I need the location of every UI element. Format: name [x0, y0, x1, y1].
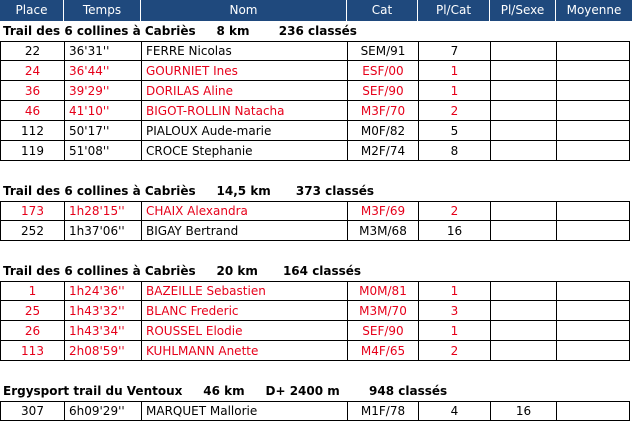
cell-temps[interactable]: 41'10'' [64, 101, 141, 121]
cell-cat[interactable]: M3F/70 [347, 101, 418, 121]
table-row[interactable] [0, 221, 630, 241]
table-row[interactable] [0, 61, 630, 81]
cell-temps[interactable]: 1h37'06'' [64, 221, 141, 241]
cell-nom[interactable]: CROCE Stephanie [141, 141, 347, 161]
cell-plcat[interactable]: 1 [418, 281, 490, 301]
cell-moyenne[interactable] [556, 81, 630, 101]
table-row[interactable] [0, 41, 630, 61]
cell-cat[interactable]: M0M/81 [347, 281, 418, 301]
cell-plcat[interactable]: 1 [418, 321, 490, 341]
cell-cat[interactable]: M3F/69 [347, 201, 418, 221]
cell-moyenne[interactable] [556, 341, 630, 361]
section-title: Trail des 6 collines à Cabriès 8 km 236 classés [3, 24, 357, 38]
cell-place[interactable]: 26 [0, 321, 64, 341]
cell-place[interactable]: 113 [0, 341, 64, 361]
cell-nom[interactable]: PIALOUX Aude-marie [141, 121, 347, 141]
cell-plsexe[interactable] [490, 201, 556, 221]
cell-plsexe[interactable] [490, 321, 556, 341]
cell-plsexe[interactable] [490, 101, 556, 121]
cell-moyenne[interactable] [556, 281, 630, 301]
cell-nom[interactable]: CHAIX Alexandra [141, 201, 347, 221]
table-row[interactable] [0, 141, 630, 161]
cell-plcat[interactable]: 16 [418, 221, 490, 241]
cell-moyenne[interactable] [556, 141, 630, 161]
cell-cat[interactable]: M0F/82 [347, 121, 418, 141]
table-row[interactable] [0, 121, 630, 141]
cell-temps[interactable]: 2h08'59'' [64, 341, 141, 361]
cell-plcat[interactable]: 2 [418, 341, 490, 361]
column-header-plsexe: Pl/Sexe [490, 0, 556, 21]
cell-place[interactable]: 119 [0, 141, 64, 161]
cell-nom[interactable]: ROUSSEL Elodie [141, 321, 347, 341]
cell-cat[interactable]: SEF/90 [347, 321, 418, 341]
cell-nom[interactable]: GOURNIET Ines [141, 61, 347, 81]
column-header-place: Place [0, 0, 64, 21]
cell-plsexe[interactable] [490, 41, 556, 61]
cell-cat[interactable]: M2F/74 [347, 141, 418, 161]
cell-plcat[interactable]: 2 [418, 201, 490, 221]
table-row[interactable] [0, 201, 630, 221]
cell-moyenne[interactable] [556, 201, 630, 221]
cell-cat[interactable]: M1F/78 [347, 401, 418, 421]
cell-plsexe[interactable] [490, 301, 556, 321]
column-header-plcat: Pl/Cat [418, 0, 490, 21]
cell-plsexe[interactable] [490, 281, 556, 301]
cell-cat[interactable]: M4F/65 [347, 341, 418, 361]
cell-plsexe[interactable] [490, 121, 556, 141]
column-header-moyenne: Moyenne [556, 0, 633, 21]
cell-place[interactable]: 307 [0, 401, 64, 421]
cell-plsexe[interactable] [490, 221, 556, 241]
cell-nom[interactable]: BAZEILLE Sebastien [141, 281, 347, 301]
cell-nom[interactable]: KUHLMANN Anette [141, 341, 347, 361]
cell-nom[interactable]: FERRE Nicolas [141, 41, 347, 61]
cell-moyenne[interactable] [556, 401, 630, 421]
cell-cat[interactable]: M3M/70 [347, 301, 418, 321]
cell-plcat[interactable]: 5 [418, 121, 490, 141]
cell-temps[interactable]: 36'44'' [64, 61, 141, 81]
cell-plsexe[interactable]: 16 [490, 401, 556, 421]
cell-place[interactable]: 252 [0, 221, 64, 241]
cell-temps[interactable]: 1h24'36'' [64, 281, 141, 301]
cell-plcat[interactable]: 8 [418, 141, 490, 161]
cell-place[interactable]: 1 [0, 281, 64, 301]
cell-nom[interactable]: BIGOT-ROLLIN Natacha [141, 101, 347, 121]
cell-temps[interactable]: 39'29'' [64, 81, 141, 101]
column-header-cat: Cat [347, 0, 418, 21]
table-row[interactable] [0, 401, 630, 421]
cell-place[interactable]: 112 [0, 121, 64, 141]
cell-nom[interactable]: MARQUET Mallorie [141, 401, 347, 421]
cell-moyenne[interactable] [556, 101, 630, 121]
cell-cat[interactable]: ESF/00 [347, 61, 418, 81]
cell-temps[interactable]: 50'17'' [64, 121, 141, 141]
cell-cat[interactable]: SEM/91 [347, 41, 418, 61]
table-row[interactable] [0, 301, 630, 321]
column-header-nom: Nom [141, 0, 347, 21]
cell-nom[interactable]: DORILAS Aline [141, 81, 347, 101]
table-row[interactable] [0, 101, 630, 121]
section-title: Ergysport trail du Ventoux 46 km D+ 2400 m 948 classés [3, 384, 448, 398]
cell-place[interactable]: 22 [0, 41, 64, 61]
cell-cat[interactable]: M3M/68 [347, 221, 418, 241]
cell-plsexe[interactable] [490, 141, 556, 161]
cell-temps[interactable]: 51'08'' [64, 141, 141, 161]
cell-place[interactable]: 173 [0, 201, 64, 221]
cell-nom[interactable]: BIGAY Bertrand [141, 221, 347, 241]
cell-plsexe[interactable] [490, 61, 556, 81]
cell-moyenne[interactable] [556, 301, 630, 321]
table-row[interactable] [0, 281, 630, 301]
cell-plcat[interactable]: 2 [418, 101, 490, 121]
cell-temps[interactable]: 36'31'' [64, 41, 141, 61]
cell-plcat[interactable]: 1 [418, 81, 490, 101]
cell-temps[interactable]: 1h28'15'' [64, 201, 141, 221]
cell-place[interactable]: 36 [0, 81, 64, 101]
table-row[interactable] [0, 321, 630, 341]
cell-place[interactable]: 24 [0, 61, 64, 81]
table-row[interactable] [0, 81, 630, 101]
section-title: Trail des 6 collines à Cabriès 14,5 km 373 classés [3, 184, 374, 198]
cell-temps[interactable]: 1h43'34'' [64, 321, 141, 341]
cell-place[interactable]: 25 [0, 301, 64, 321]
cell-moyenne[interactable] [556, 61, 630, 81]
cell-plcat[interactable]: 7 [418, 41, 490, 61]
cell-moyenne[interactable] [556, 121, 630, 141]
table-row[interactable] [0, 341, 630, 361]
cell-nom[interactable]: BLANC Frederic [141, 301, 347, 321]
cell-plsexe[interactable] [490, 81, 556, 101]
section-title: Trail des 6 collines à Cabriès 20 km 164 classés [3, 264, 362, 278]
cell-plcat[interactable]: 3 [418, 301, 490, 321]
cell-plcat[interactable]: 4 [418, 401, 490, 421]
cell-moyenne[interactable] [556, 41, 630, 61]
column-header-temps: Temps [64, 0, 141, 21]
cell-moyenne[interactable] [556, 321, 630, 341]
cell-moyenne[interactable] [556, 221, 630, 241]
cell-plcat[interactable]: 1 [418, 61, 490, 81]
cell-temps[interactable]: 6h09'29'' [64, 401, 141, 421]
cell-temps[interactable]: 1h43'32'' [64, 301, 141, 321]
cell-place[interactable]: 46 [0, 101, 64, 121]
cell-cat[interactable]: SEF/90 [347, 81, 418, 101]
cell-plsexe[interactable] [490, 341, 556, 361]
